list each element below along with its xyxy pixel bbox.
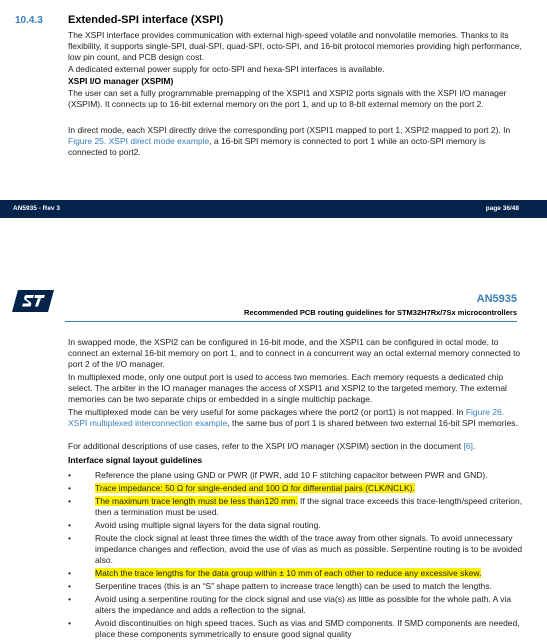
highlighted-text: Match the trace lengths for the data group within ± 10 mm of each other to reduce any excessive skew. [95, 568, 482, 578]
bullet-icon: • [68, 483, 71, 493]
list-item [68, 496, 523, 518]
list-item [68, 568, 523, 579]
bullet-icon: • [68, 568, 71, 578]
bullet-text: Avoid using multiple signal layers for the data signal routing. [95, 520, 321, 530]
paragraph [68, 407, 523, 429]
st-logo-icon [12, 290, 54, 312]
bullet-icon: • [68, 496, 71, 506]
paragraph-text: , a 16-bit SPI memory is connected to port 1 while an octo-SPI memory is connected to port2. [68, 136, 486, 157]
paragraph-text: , the same bus of port 1 is shared between two external 16-bit SPI memories. [227, 418, 518, 428]
footer-doc-rev: AN5935 - Rev 3 [13, 205, 60, 212]
bullet-text: Avoid discontinuities on high speed traces. Such as vias and SMD components. If SMD components are needed, place these components symmetrically to ensure good signal quality [95, 618, 520, 639]
paragraph-text: For additional descriptions of use cases, refer to the XSPI I/O manager (XSPIM) section in the document [68, 441, 464, 451]
list-item [68, 533, 523, 566]
bullet-text: Serpentine traces (this is an “S” shape pattern to increase trace length) can be used to match the lengths. [95, 581, 492, 591]
page-break [0, 218, 547, 280]
guidelines-heading: Interface signal layout guidelines [68, 455, 203, 465]
figure-26-link[interactable]: Figure 26. XSPI multiplexed interconnection example [68, 407, 505, 428]
list-item [68, 594, 523, 616]
bullet-text: Reference the plane using GND or PWR (if PWR, add 10 F stitching capacitor between PWR and GND). [95, 470, 488, 480]
header-divider [65, 321, 517, 322]
bullet-icon: • [68, 470, 71, 480]
bullet-icon: • [68, 533, 71, 543]
paragraph-text: In direct mode, each XSPI directly drive the corresponding port (XSPI1 mapped to port 1, XSPI2 mapped to port 2). In [68, 125, 511, 135]
bullet-icon: • [68, 581, 71, 591]
page-36-section [0, 0, 547, 215]
list-item [68, 470, 523, 481]
highlighted-text: Trace impedance: 50 Ω for single-ended and 100 Ω for differential pairs (CLK/NCLK). [95, 483, 415, 493]
list-item [68, 581, 523, 592]
section-title: Extended-SPI interface (XSPI) [68, 14, 224, 26]
paragraph: The user can set a fully programmable premapping of the XSPI1 and XSPI2 ports signals with the XSPI I/O manager (XSPIM). It connects up to 16-bit external memory on the port 1, and up to 8-bit external memory on the port 2. [68, 88, 507, 109]
subheading: XSPI I/O manager (XSPIM) [68, 76, 174, 86]
bullet-icon: • [68, 520, 71, 530]
document-subtitle: Recommended PCB routing guidelines for STM32H7Rx/7Sx microcontrollers [244, 308, 517, 317]
bullet-text: If the signal trace exceeds this trace-length/speed criterion, then a termination must be used. [95, 496, 523, 517]
document-id: AN5935 [476, 293, 517, 305]
paragraph [68, 441, 523, 452]
paragraph: The XSPI interface provides communication with external high-speed volatile and nonvolatile memories. Thanks to its flexibility, it supports single-SPI, dual-SPI, quad-SPI, octo-SPI, and 16-bit protocol memories providing high performance, low pin count, and PCB design cost. [68, 30, 522, 62]
list-item [68, 520, 523, 531]
highlighted-text: The maximum trace length must be less than120 mm. [95, 496, 298, 506]
figure-25-link[interactable]: Figure 25. XSPI direct mode example [68, 136, 210, 146]
paragraph-text: . [472, 441, 476, 451]
page-footer [0, 200, 547, 218]
section-number: 10.4.3 [15, 15, 43, 26]
list-item [68, 483, 523, 494]
list-item [68, 618, 523, 640]
bullet-text: Route the clock signal at least three times the width of the trace away from other signals. To avoid unnecessary impedance changes and reflection, avoid the use of vias as much as possible. Serpentine routing is to be avoided also. [95, 533, 523, 565]
bullet-text: Avoid using a serpentine routing for the clock signal and use via(s) as little as possible for the whole path. A via alters the impedance and adds a reflection to the signal. [95, 594, 512, 615]
footer-page-number: page 36/48 [485, 205, 519, 212]
page-37-section [0, 280, 547, 644]
bullet-icon: • [68, 618, 71, 628]
paragraph: In swapped mode, the XSPI2 can be configured in 16-bit mode, and the XSPI1 can be configured in octal mode, to connect an external 16-bit memory on port 1, and to connect in a concurrent way an octal external memory connected to port 2 of the I/O manager. [68, 337, 521, 369]
paragraph [68, 125, 523, 158]
bullet-icon: • [68, 594, 71, 604]
guidelines-list [68, 470, 523, 642]
reference-6-link[interactable]: [6] [463, 441, 473, 451]
paragraph: In multiplexed mode, only one output port is used to access two memories. Each memory requests a dedicated chip select. The arbiter in the IO manager manages the access of XSPI1 and XSPI2 to the targeted memory. The external memories can be two separate chips or embedded in a single multichip package. [68, 372, 507, 404]
paragraph-text: The multiplexed mode can be very useful for some packages where the port2 (or port1) is not mapped. In [68, 407, 466, 417]
paragraph: A dedicated external power supply for octo-SPI and hexa-SPI interfaces is available. [68, 64, 385, 74]
